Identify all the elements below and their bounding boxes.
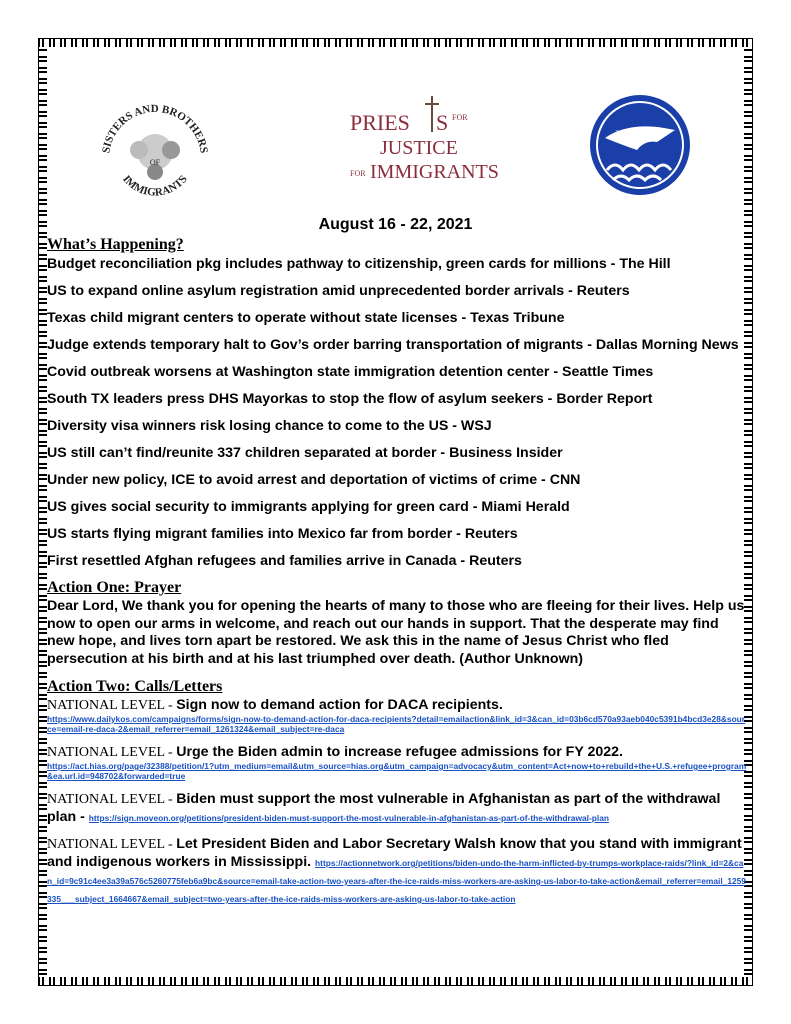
svg-text:SISTERS AND BROTHERS: SISTERS AND BROTHERS	[100, 102, 210, 154]
svg-text:S: S	[436, 110, 449, 135]
sisters-brothers-logo	[95, 90, 215, 210]
call-level: NATIONAL LEVEL -	[47, 792, 177, 807]
svg-text:JUSTICE: JUSTICE	[380, 137, 458, 159]
news-item[interactable]: Judge extends temporary halt to Gov’s order barring transportation of migrants - Dallas Morning News	[47, 337, 739, 353]
news-item[interactable]: Texas child migrant centers to operate without state licenses - Texas Tribune	[47, 310, 565, 326]
svg-text:FOR: FOR	[452, 113, 468, 122]
svg-text:PRIES: PRIES	[350, 110, 410, 135]
call-link[interactable]: https://sign.moveon.org/petitions/president-biden-must-support-the-most-vulnerable-in-afghanistan-as-part-of-the-withdrawal-plan	[88, 813, 609, 823]
call-title: Biden must support the most vulnerable in Afghanistan as part of the withdrawal plan -	[47, 791, 721, 825]
news-item[interactable]: Budget reconciliation pkg includes pathway to citizenship, green cards for millions - The Hill	[47, 256, 671, 272]
action-one-heading: Action One: Prayer	[47, 579, 182, 596]
call-level: NATIONAL LEVEL -	[47, 698, 177, 713]
news-item[interactable]: Diversity visa winners risk losing chance to come to the US - WSJ	[47, 418, 492, 434]
call-item-afghanistan	[47, 790, 747, 826]
svg-text:IMMIGRANTS: IMMIGRANTS	[370, 161, 499, 183]
svg-text:FOR: FOR	[350, 169, 366, 178]
svg-text:IMMIGRANTS: IMMIGRANTS	[120, 173, 190, 199]
news-item[interactable]: Covid outbreak worsens at Washington state immigration detention center - Seattle Times	[47, 364, 654, 380]
call-link[interactable]: https://www.dailykos.com/campaigns/forms/sign-now-to-demand-action-for-daca-recipients?detail=emailaction&link_id=3&can_id=03b6cd570a93aeb040c5391b4bcd3e28&source=email-re-daca-2&email_referrer=email_1261324&email_subject=re-daca	[47, 714, 746, 734]
action-two-heading: Action Two: Calls/Letters	[47, 678, 223, 695]
dove-circle-logo	[585, 90, 695, 200]
prayer-text: Dear Lord, We thank you for opening the hearts of many to those who are fleeing for their lives. Help us now to open our arms in welcome, and reach out our hands in support. That the desperate may find new hope, and lives torn apart be restored. We ask this in the name of Jesus Christ who fled persecution at his birth and at his last triumphed over death. (Author Unknown)	[47, 598, 745, 667]
call-link[interactable]: https://actionnetwork.org/petitions/biden-undo-the-harm-inflicted-by-trumps-workplace-raids/?link_id=2&can_id=9c91c4ee3a39a576c5260775feb6a9bc&source=email-take-action-two-years-after-the-ice-raids-miss-workers-are-asking-us-labor-to-take-action&email_referrer=email_1259335___subject_1664667&email_subject=two-years-after-the-ice-raids-miss-workers-are-asking-us-labor-to-take-action	[47, 858, 746, 904]
news-list	[47, 255, 747, 570]
call-link[interactable]: https://act.hias.org/page/32388/petition/1?utm_medium=email&utm_source=hias.org&utm_campaign=advocacy&utm_content=Act+now+to+rebuild+the+U.S.+refugee+program&ea.url.id=948702&forwarded=true	[47, 761, 747, 781]
svg-text:OF: OF	[149, 158, 161, 167]
call-level: NATIONAL LEVEL -	[47, 837, 177, 852]
news-item[interactable]: US to expand online asylum registration amid unprecedented border arrivals - Reuters	[47, 283, 630, 299]
news-item[interactable]: US starts flying migrant families into Mexico far from border - Reuters	[47, 526, 518, 542]
call-item-mississippi	[47, 835, 747, 907]
whats-happening-heading: What’s Happening?	[47, 236, 184, 253]
priests-for-justice-logo	[340, 92, 500, 192]
news-item[interactable]: First resettled Afghan refugees and families arrive in Canada - Reuters	[47, 553, 522, 569]
call-item-refugee	[47, 743, 747, 781]
call-item-daca	[47, 696, 747, 734]
call-level: NATIONAL LEVEL -	[47, 745, 177, 760]
call-title: Sign now to demand action for DACA recipients.	[176, 697, 503, 713]
logo-row	[40, 80, 751, 210]
call-title: Let President Biden and Labor Secretary Walsh know that you stand with immigrant and indigenous workers in Mississippi.	[47, 836, 742, 870]
news-item[interactable]: US gives social security to immigrants applying for green card - Miami Herald	[47, 499, 570, 515]
news-item[interactable]: South TX leaders press DHS Mayorkas to stop the flow of asylum seekers - Border Report	[47, 391, 653, 407]
date-range: August 16 - 22, 2021	[318, 216, 473, 233]
call-title: Urge the Biden admin to increase refugee admissions for FY 2022.	[176, 744, 624, 760]
newsletter-body	[47, 236, 747, 916]
news-item[interactable]: Under new policy, ICE to avoid arrest and deportation of victims of crime - CNN	[47, 472, 581, 488]
news-item[interactable]: US still can’t find/reunite 337 children separated at border - Business Insider	[47, 445, 563, 461]
